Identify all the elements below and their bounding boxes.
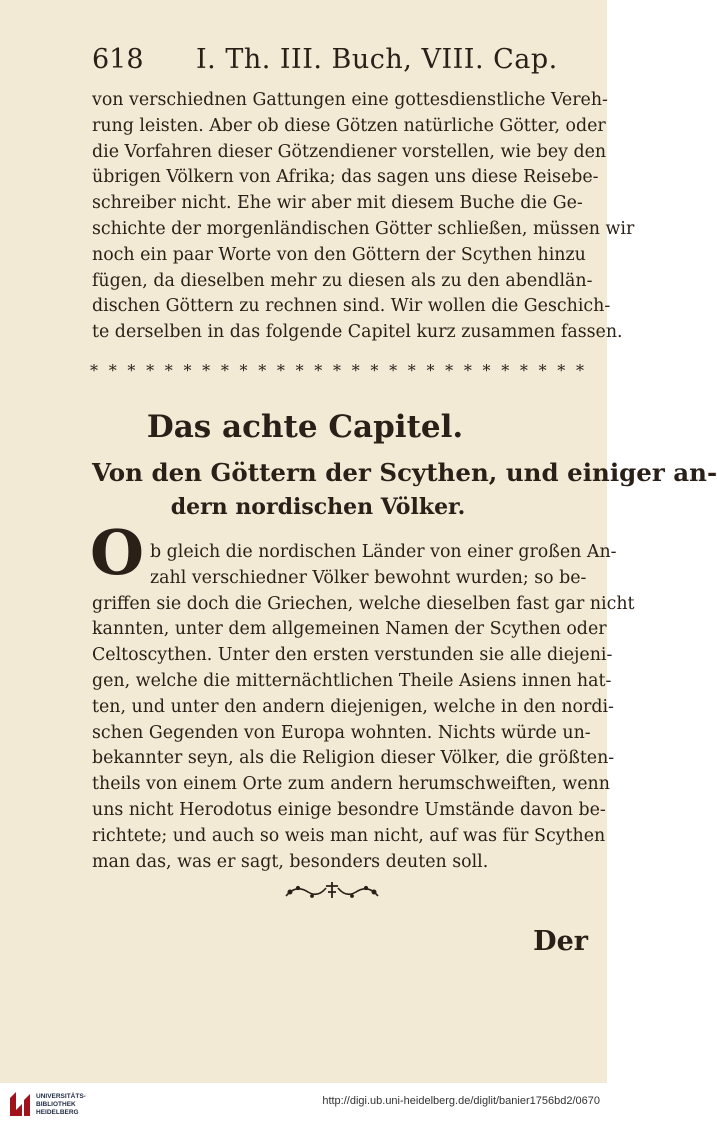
drop-cap: O [90, 516, 145, 589]
library-name: UNIVERSITÄTS- BIBLIOTHEK HEIDELBERG [36, 1093, 86, 1116]
text-line: man das, was er sagt, besonders deuten soll. [92, 851, 489, 872]
text-line: Celtoscythen. Unter den ersten verstunden sie alle diejeni- [92, 645, 613, 666]
text-line: von verschiednen Gattungen eine gottesdienstliche Vereh- [92, 90, 608, 110]
text-line: te derselben in das folgende Capitel kurz zusammen fassen. [92, 322, 623, 343]
text-line: uns nicht Herodotus einige besondre Umstände davon be- [92, 799, 606, 820]
paragraph-2 [92, 540, 635, 875]
source-url-link[interactable]: http://digi.ub.uni-heidelberg.de/diglit/banier1756bd2/0670 [322, 1095, 600, 1107]
text-line: die Vorfahren dieser Götzendiener vorstellen, wie bey den [92, 141, 607, 162]
text-line: richtete; und auch so weis man nicht, auf was für Scythen [92, 825, 606, 846]
text-line: ten, und unter den andern diejenigen, welche in den nordi- [92, 696, 614, 717]
catchword: Der [533, 926, 588, 957]
chapter-subtitle [92, 456, 717, 524]
text-line: b gleich die nordischen Länder von einer großen An- [150, 542, 617, 562]
text-line: theils von einem Orte zum andern herumschweiften, wenn [92, 774, 610, 795]
text-line: kannten, unter dem allgemeinen Namen der Scythen oder [92, 619, 607, 640]
asterisk-divider: * * * * * * * * * * * * * * * * * * * * * * * * * * * [90, 361, 585, 380]
text-line: zahl verschiedner Völker bewohnt wurden; so be- [150, 567, 587, 588]
text-line: gen, welche die mitternächtlichen Theile Asiens innen hat- [92, 670, 612, 691]
text-line: bekannter seyn, als die Religion dieser Völker, die größten- [92, 748, 615, 769]
page-header [92, 40, 582, 80]
text-line: rung leisten. Aber ob diese Götzen natürliche Götter, oder [92, 115, 606, 136]
text-line: dischen Göttern zu rechnen sind. Wir wollen die Geschich- [92, 296, 611, 317]
text-line: griffen sie doch die Griechen, welche dieselben fast gar nicht [92, 593, 635, 614]
text-line: schichte der morgenländischen Götter schließen, müssen wir [92, 218, 635, 239]
library-logo-icon [8, 1090, 32, 1118]
chapter-title: Das achte Capitel. [146, 409, 464, 445]
subtitle-line: Von den Göttern der Scythen, und einiger an- [92, 458, 717, 487]
digitization-footer [0, 1083, 607, 1127]
floral-vignette-icon [282, 878, 382, 902]
running-head: I. Th. III. Buch, VIII. Cap. [196, 44, 558, 75]
text-line: schreiber nicht. Ehe wir aber mit diesem Buche die Ge- [92, 193, 583, 214]
text-line: übrigen Völkern von Afrika; das sagen uns diese Reisebe- [92, 167, 599, 188]
page-number: 618 [92, 44, 144, 75]
paragraph-1 [92, 88, 635, 346]
subtitle-line: dern nordischen Völker. [170, 494, 466, 520]
text-line: schen Gegenden von Europa wohnten. Nichts würde un- [92, 722, 591, 743]
text-line: noch ein paar Worte von den Göttern der Scythen hinzu [92, 244, 586, 265]
text-line: fügen, da dieselben mehr zu diesen als zu den abendlän- [92, 270, 593, 291]
